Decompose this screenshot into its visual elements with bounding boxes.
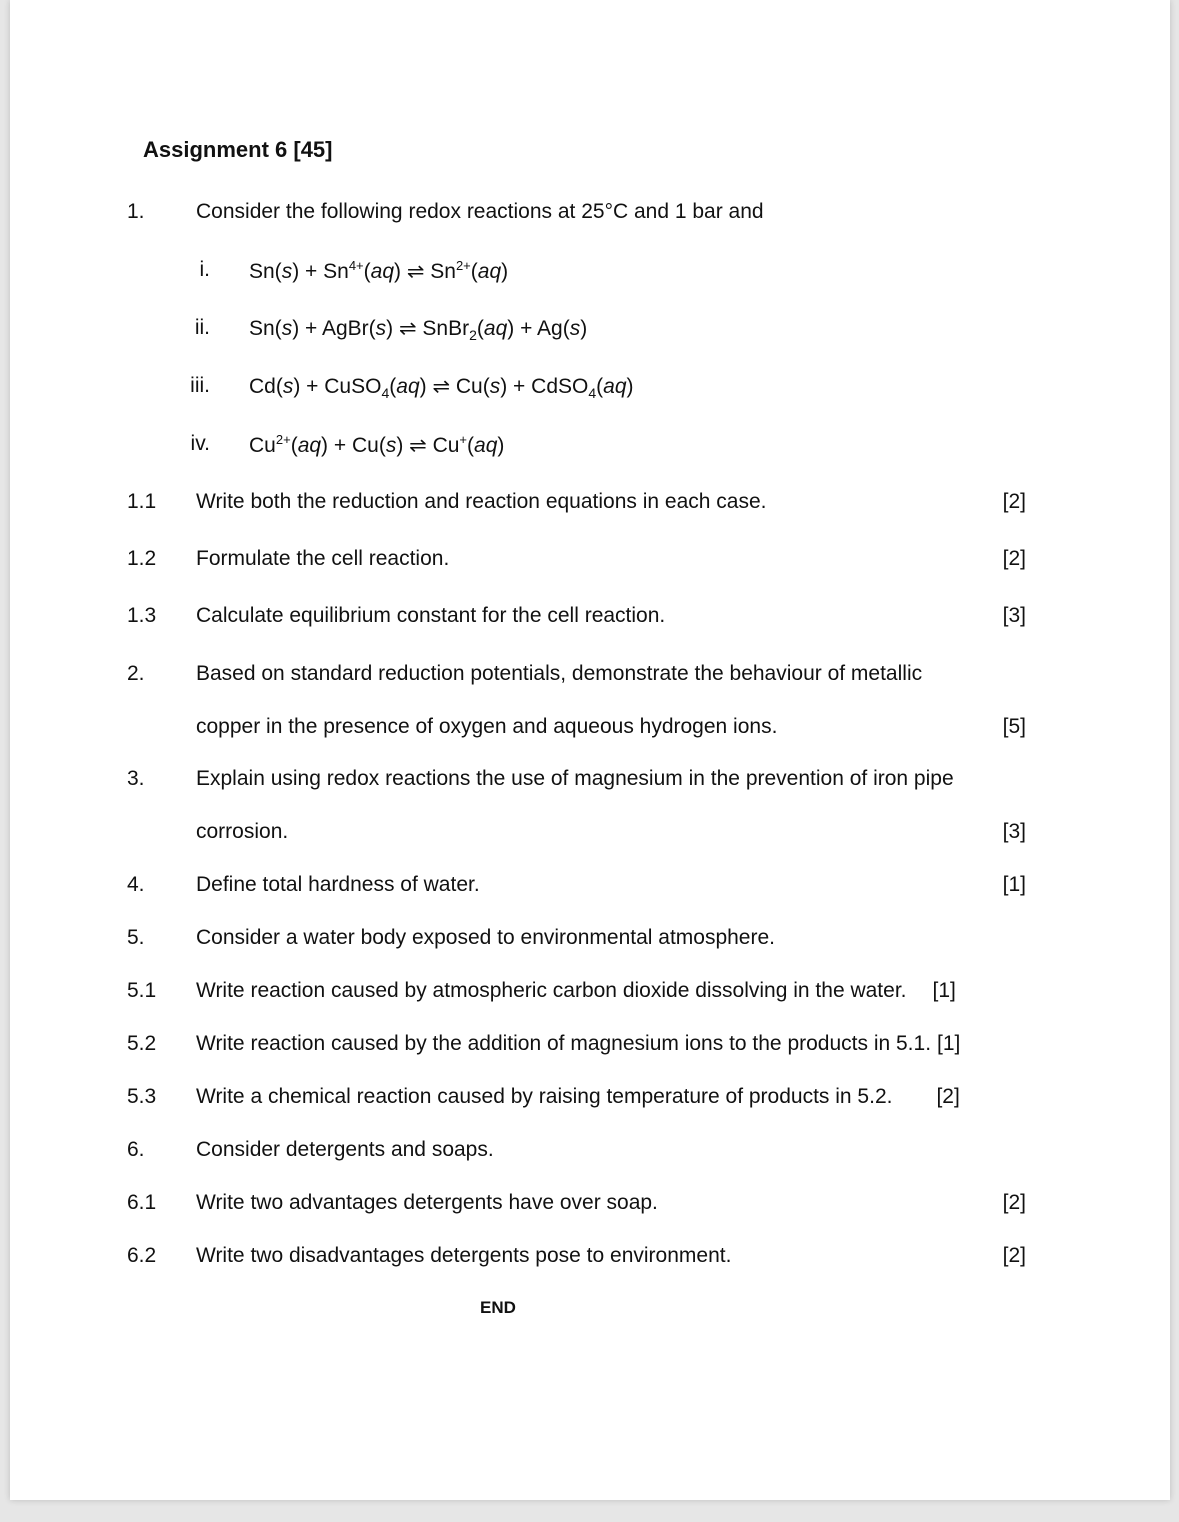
reaction-roman: i. — [199, 258, 210, 281]
question-number: 2. — [127, 662, 145, 685]
question-marks: [3] — [1002, 820, 1026, 843]
assignment-title: Assignment 6 [45] — [143, 137, 333, 162]
question-marks: [2] — [1002, 1244, 1026, 1267]
question-number: 6. — [127, 1138, 145, 1161]
question-number: 1.1 — [127, 490, 157, 513]
question-number: 1. — [127, 200, 145, 223]
question-text: Write reaction caused by atmospheric carbon dioxide dissolving in the water. — [196, 979, 907, 1002]
question-marks: [2] — [1002, 490, 1026, 513]
question-number: 5.1 — [127, 979, 157, 1002]
question-text: Consider a water body exposed to environmental atmosphere. — [196, 926, 775, 949]
question-text: Define total hardness of water. — [196, 873, 480, 896]
question-text: Consider the following redox reactions at 25°C and 1 bar and — [196, 200, 764, 223]
question-marks: [2] — [936, 1085, 960, 1108]
reaction-roman: iv. — [190, 432, 210, 455]
document-page — [10, 0, 1170, 1500]
reaction-equation: $Sn(s) + Sn^{4+}(aq)$ ⇌ $Sn^{2+}(aq)$ — [249, 258, 509, 283]
question-text: Explain using redox reactions the use of magnesium in the prevention of iron pipe — [196, 767, 954, 790]
question-marks: [2] — [1002, 1191, 1026, 1214]
question-number: 1.3 — [127, 604, 157, 627]
question-marks: [1] — [1002, 873, 1026, 896]
question-marks: [5] — [1002, 715, 1026, 738]
reaction-roman: ii. — [194, 316, 210, 339]
question-number: 6.2 — [127, 1244, 157, 1267]
reaction-equation: Sn(s) + AgBr(s) ⇌ SnBr$_2$(aq) + Ag(s) — [249, 317, 588, 344]
reaction-equation: Cd(s) + CuSO$_4$(aq) ⇌ Cu(s) + CdSO$_4$(aq) — [249, 375, 634, 402]
question-text: Calculate equilibrium constant for the cell reaction. — [196, 604, 666, 627]
question-number: 4. — [127, 873, 145, 896]
question-number: 5. — [127, 926, 145, 949]
question-text: Write both the reduction and reaction equations in each case. — [196, 490, 767, 513]
question-line — [196, 1032, 960, 1056]
end-label: END — [480, 1298, 516, 1317]
question-text-continued: copper in the presence of oxygen and aqueous hydrogen ions. — [196, 715, 778, 738]
question-number: 5.2 — [127, 1032, 157, 1055]
question-marks: [3] — [1002, 604, 1026, 627]
question-text: Based on standard reduction potentials, demonstrate the behaviour of metallic — [196, 662, 923, 685]
question-line — [196, 1085, 960, 1109]
question-text: Write reaction caused by the addition of magnesium ions to the products in 5.1. — [196, 1032, 932, 1055]
question-text: Consider detergents and soaps. — [196, 1138, 494, 1161]
reaction-equation: $Cu^{2+}(aq) + Cu(s)$ ⇌ Cu+(aq) — [249, 432, 505, 457]
question-text: Formulate the cell reaction. — [196, 547, 450, 570]
question-number: 6.1 — [127, 1191, 157, 1214]
question-marks: [1] — [932, 979, 956, 1002]
question-text-continued: corrosion. — [196, 820, 289, 843]
reaction-roman: iii. — [190, 374, 210, 397]
question-number: 1.2 — [127, 547, 157, 570]
question-number: 3. — [127, 767, 145, 790]
question-text: Write two advantages detergents have over soap. — [196, 1191, 658, 1214]
question-text: Write a chemical reaction caused by raising temperature of products in 5.2. — [196, 1085, 893, 1108]
question-marks: [2] — [1002, 547, 1026, 570]
question-number: 5.3 — [127, 1085, 157, 1108]
question-text: Write two disadvantages detergents pose to environment. — [196, 1244, 732, 1267]
question-line — [196, 979, 956, 1003]
question-marks: [1] — [937, 1032, 961, 1055]
